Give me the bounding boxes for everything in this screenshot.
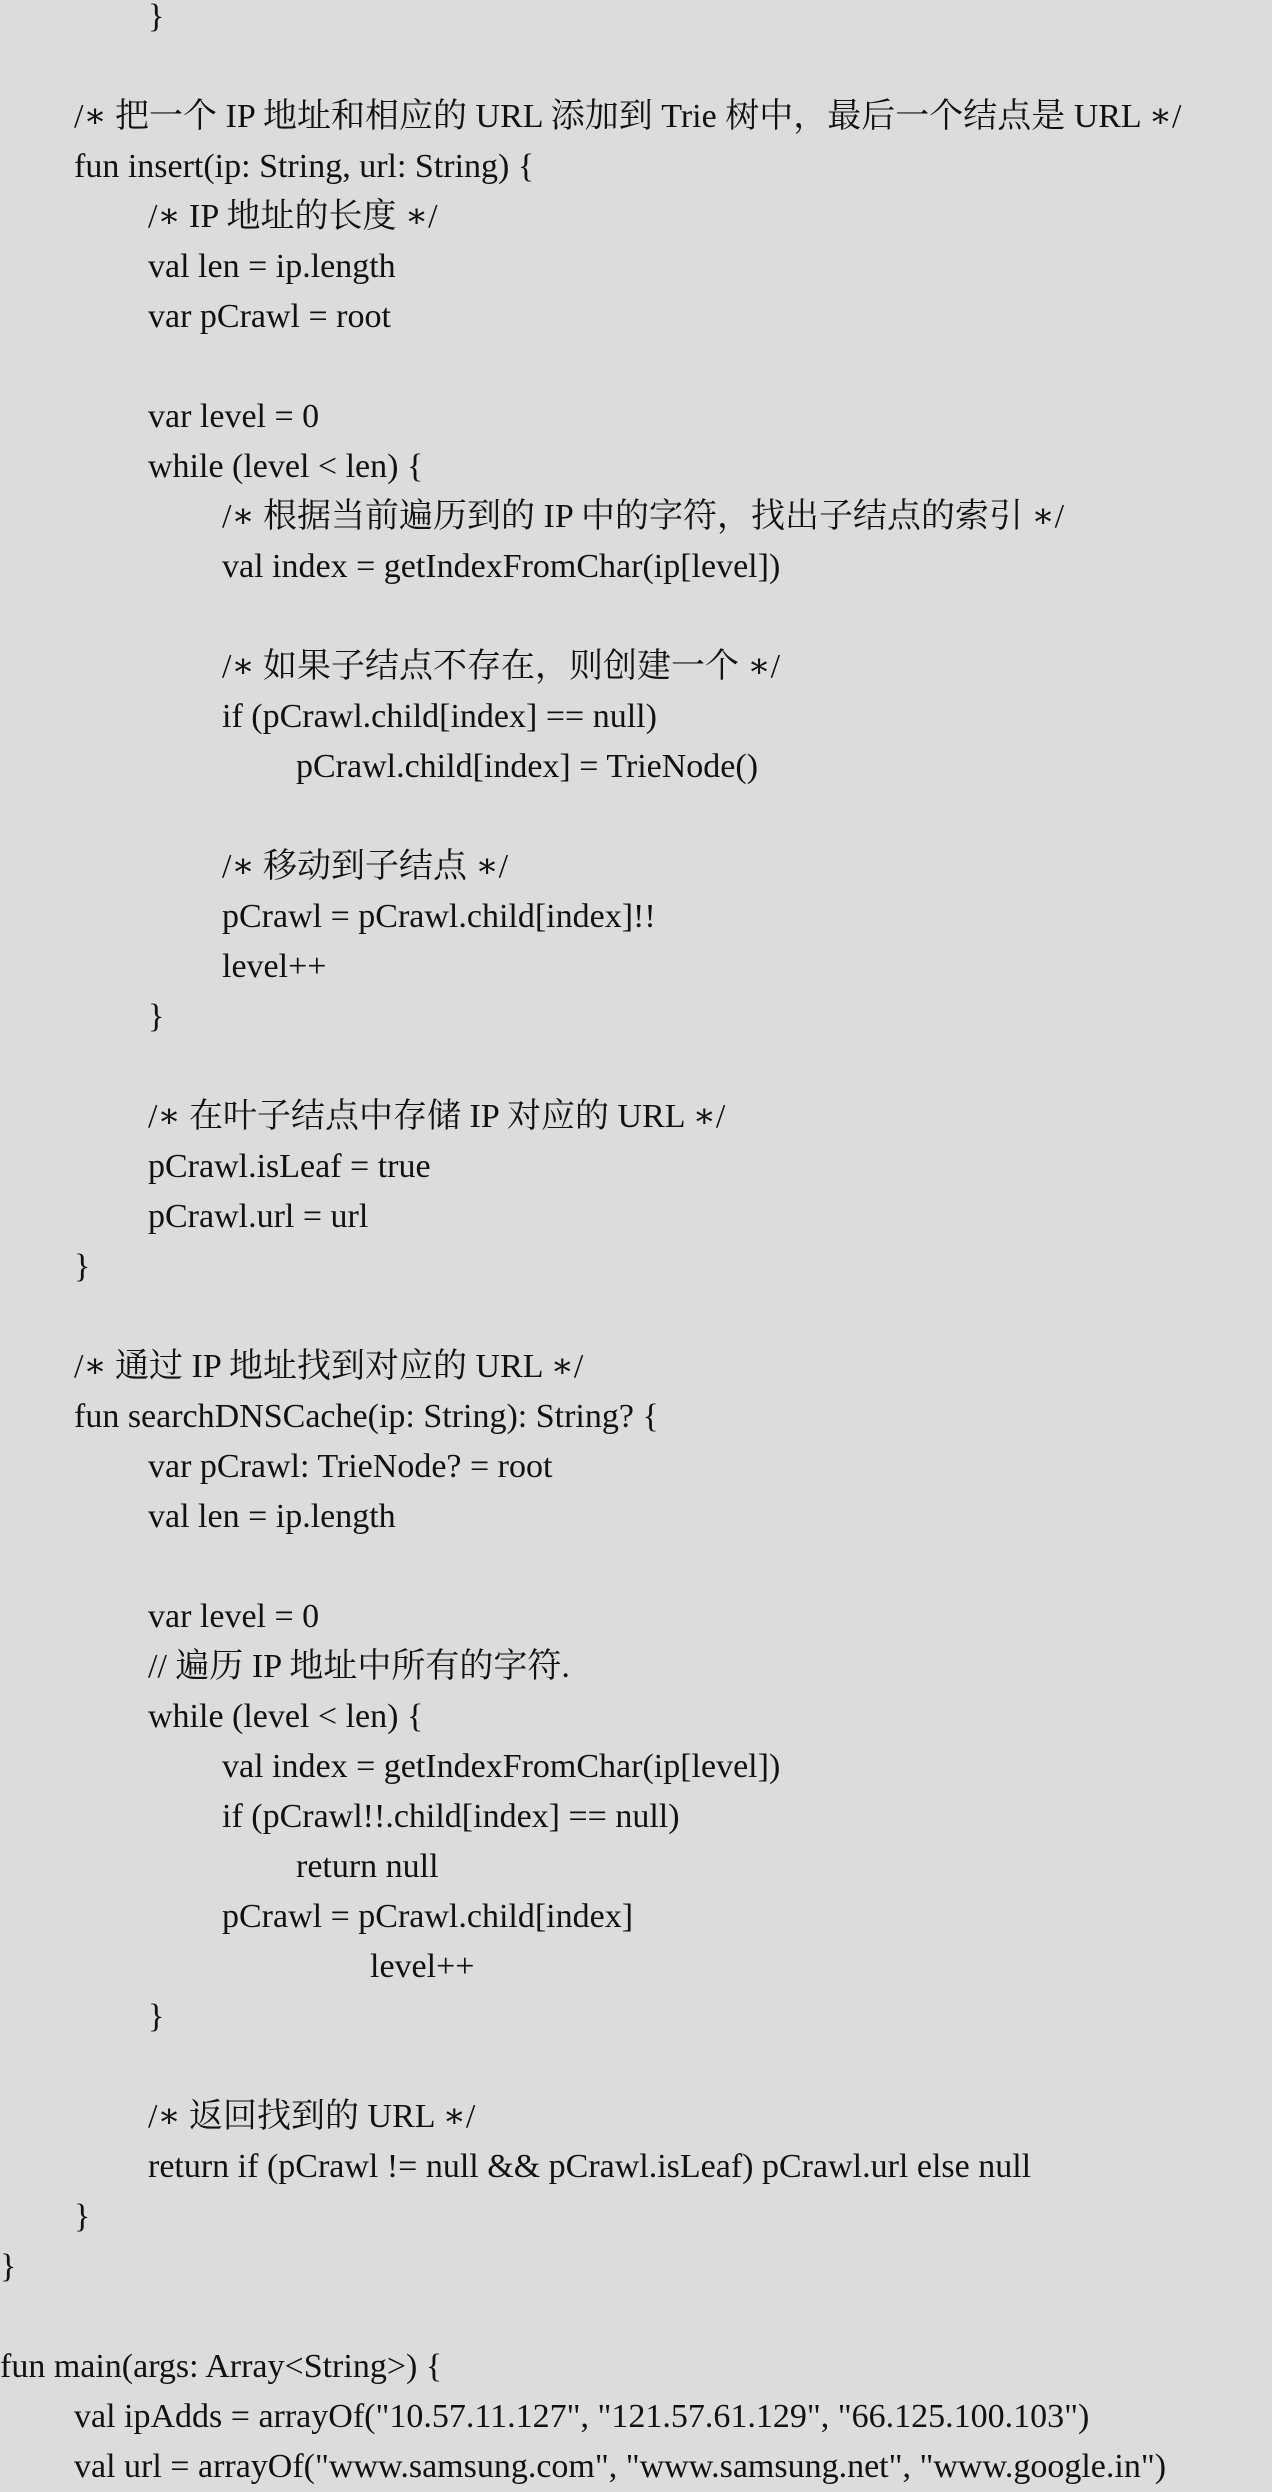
code-line: if (pCrawl.child[index] == null) xyxy=(222,698,657,735)
code-line: } xyxy=(148,998,165,1035)
code-line: /∗ 把一个 IP 地址和相应的 URL 添加到 Trie 树中，最后一个结点是 URL ∗/ xyxy=(74,98,1182,135)
code-line: val ipAdds = arrayOf("10.57.11.127", "121.57.61.129", "66.125.100.103") xyxy=(74,2398,1090,2435)
code-line: level++ xyxy=(370,1948,475,1985)
code-line: var pCrawl = root xyxy=(148,298,391,335)
code-line: val len = ip.length xyxy=(148,1498,396,1535)
code-line: var level = 0 xyxy=(148,398,320,435)
code-line: return if (pCrawl != null && pCrawl.isLeaf) pCrawl.url else null xyxy=(148,2148,1032,2185)
code-line: // 遍历 IP 地址中所有的字符. xyxy=(148,1648,570,1685)
code-line: /∗ 根据当前遍历到的 IP 中的字符，找出子结点的索引 ∗/ xyxy=(222,498,1065,535)
code-line: /∗ 返回找到的 URL ∗/ xyxy=(148,2098,476,2135)
code-line: /∗ 移动到子结点 ∗/ xyxy=(222,848,509,885)
code-line: /∗ 在叶子结点中存储 IP 对应的 URL ∗/ xyxy=(148,1098,726,1135)
code-line: var pCrawl: TrieNode? = root xyxy=(148,1448,553,1485)
code-line: fun insert(ip: String, url: String) { xyxy=(74,148,535,185)
code-line: val index = getIndexFromChar(ip[level]) xyxy=(222,1748,781,1785)
code-line: fun main(args: Array<String>) { xyxy=(0,2348,443,2385)
code-line: pCrawl.url = url xyxy=(148,1198,369,1235)
code-line: while (level < len) { xyxy=(148,1698,424,1735)
code-line: val len = ip.length xyxy=(148,248,396,285)
code-line: /∗ 如果子结点不存在，则创建一个 ∗/ xyxy=(222,648,781,685)
code-line: val url = arrayOf("www.samsung.com", "www.samsung.net", "www.google.in") xyxy=(74,2448,1167,2485)
code-line: pCrawl.isLeaf = true xyxy=(148,1148,431,1185)
code-line: } xyxy=(74,2198,91,2235)
code-line: var level = 0 xyxy=(148,1598,320,1635)
code-line: return null xyxy=(296,1848,439,1885)
code-line: if (pCrawl!!.child[index] == null) xyxy=(222,1798,680,1835)
code-line: pCrawl = pCrawl.child[index] xyxy=(222,1898,634,1935)
code-line: pCrawl = pCrawl.child[index]!! xyxy=(222,898,656,935)
code-line: pCrawl.child[index] = TrieNode() xyxy=(296,748,759,785)
code-line: fun searchDNSCache(ip: String): String? { xyxy=(74,1398,659,1435)
code-line: /∗ IP 地址的长度 ∗/ xyxy=(148,198,438,235)
code-line: } xyxy=(74,1248,91,1285)
code-line: } xyxy=(148,0,165,35)
code-line: } xyxy=(0,2248,17,2285)
code-line: level++ xyxy=(222,948,327,985)
code-line: while (level < len) { xyxy=(148,448,424,485)
code-line: val index = getIndexFromChar(ip[level]) xyxy=(222,548,781,585)
code-line: /∗ 通过 IP 地址找到对应的 URL ∗/ xyxy=(74,1348,584,1385)
code-line: } xyxy=(148,1998,165,2035)
